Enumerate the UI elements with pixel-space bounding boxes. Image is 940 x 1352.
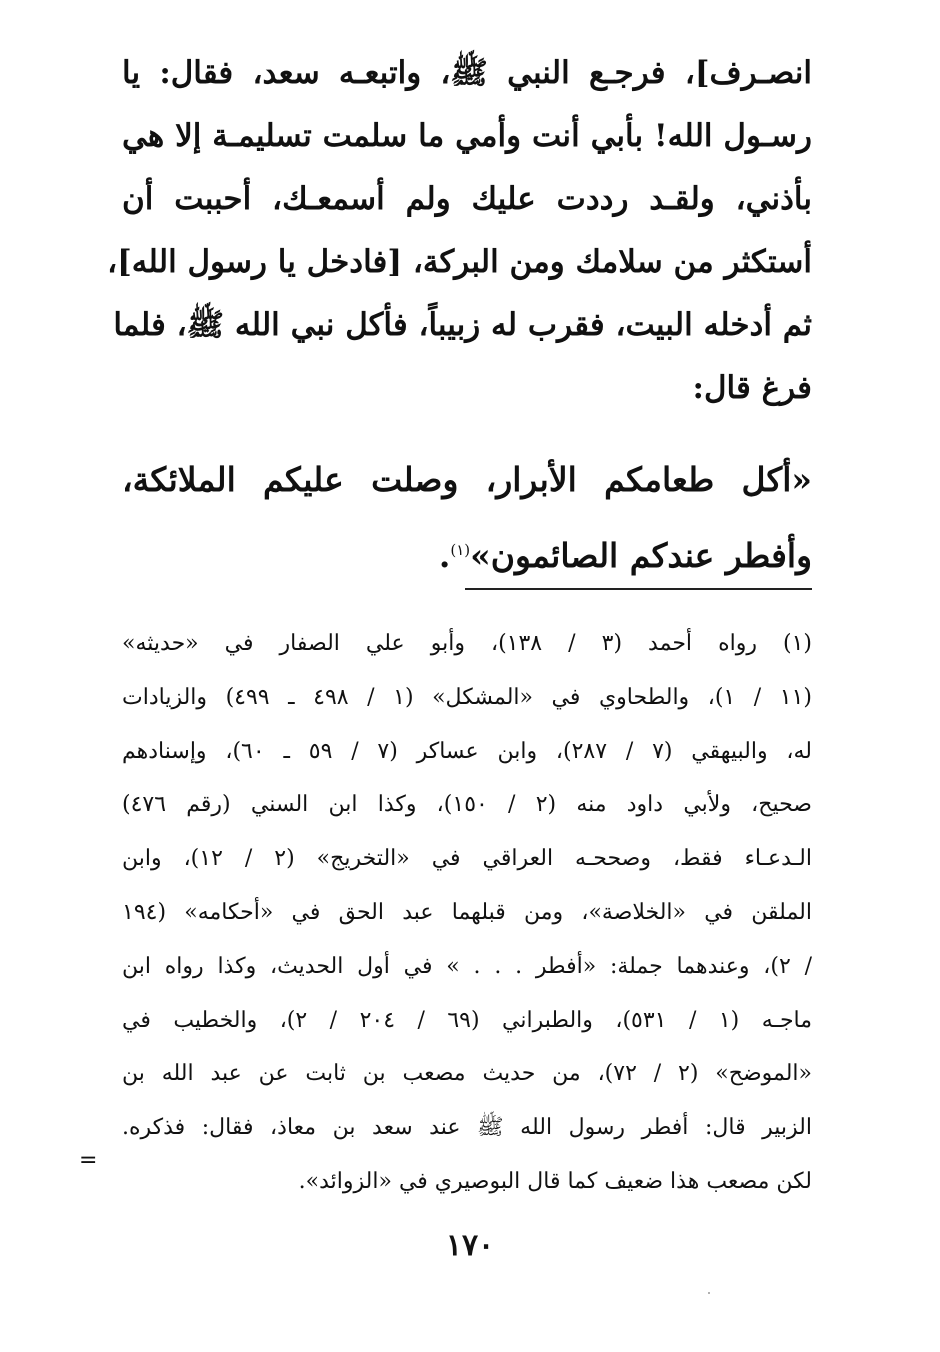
- main-text-block: [107, 42, 812, 420]
- scan-speck: [708, 1292, 710, 1294]
- footnote-line: الـدعـاء فقط، وصححـه العراقي في «التخريج» (٢ / ١٢)، وابن: [122, 846, 812, 872]
- footnote-divider: [465, 588, 812, 590]
- footnote-line: لكن مصعب هذا ضعيف كما قال البوصيري في «الزوائد».: [298, 1168, 812, 1194]
- continuation-mark: =: [79, 1148, 98, 1173]
- main-text-line: أستكثر من سلامك ومن البركة، [فادخل يا رسول الله]،: [107, 244, 812, 280]
- hadith-line-text: وأفطر عندكم الصائمون»: [470, 536, 812, 575]
- footnote-line: «الموضح» (٢ / ٧٢)، من حديث مصعب بن ثابت عن عبد الله بن: [122, 1061, 812, 1087]
- footnotes-block: [122, 617, 812, 1209]
- hadith-line: «أكل طعامكم الأبرار، وصلت عليكم الملائكة،: [122, 460, 812, 499]
- footnote-line: (١١ / ١)، والطحاوي في «المشكل» (١ / ٤٩٨ ـ ٤٩٩) والزيادات: [122, 684, 812, 710]
- footnote-line: صحيح، ولأبي داود منه (٢ / ١٥٠)، وكذا ابن السني (رقم ٤٧٦): [122, 792, 812, 818]
- page-number: ١٧٠: [445, 1228, 495, 1263]
- main-text-line: رسـول الله! بأبي أنت وأمي ما سلمت تسليمـة إلا هي: [122, 118, 812, 154]
- main-text-line: بأذني، ولقـد رددت عليك ولم أسمعـك، أحببت أن: [122, 181, 812, 217]
- footnote-line: الزبير قال: أفطر رسول الله ﷺ عند سعد بن معاذ، فقال: فذكره.: [122, 1115, 812, 1141]
- footnote-reference[interactable]: (١): [450, 541, 471, 559]
- footnote-line: / ٢)، وعندهما جملة: «أفطر . . . » في أول الحديث، وكذا رواه ابن: [122, 953, 813, 979]
- footnote-line: (١) رواه أحمد (٣ / ١٣٨)، وأبو علي الصفار في «حديثه»: [122, 631, 812, 656]
- main-text-line: ثم أدخله البيت، فقرب له زبيباً، فأكل نبي الله ﷺ، فلما: [113, 307, 812, 343]
- hadith-line: [122, 515, 812, 591]
- footnote-line: له، والبيهقي (٧ / ٢٨٧)، وابن عساكر (٧ / ٥٩ ـ ٦٠)، وإسنادهم: [122, 738, 812, 764]
- footnote-line: الملقن في «الخلاصة»، ومن قبلهما عبد الحق في «أحكامه» (١٩٤: [122, 899, 812, 925]
- main-text-line: انصـرف]، فرجـع النبي ﷺ، واتبعـه سعد، فقال: يا: [122, 55, 812, 91]
- hadith-line-end: .: [438, 536, 451, 575]
- main-text-line: فرغ قال:: [692, 370, 812, 406]
- footnote-line: ماجـه (١ / ٥٣١)، والطبراني (٦٩ / ٢٠٤ / ٢)، والخطيب في: [122, 1007, 813, 1033]
- hadith-quote: [122, 445, 812, 591]
